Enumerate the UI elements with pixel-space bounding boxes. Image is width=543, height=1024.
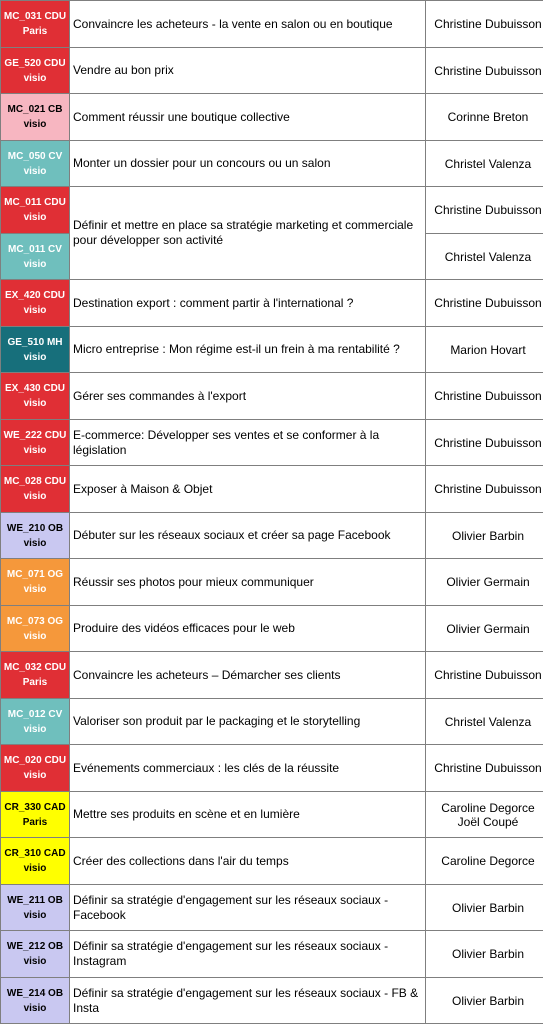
course-code: MC_073 OG	[6, 615, 64, 627]
course-mode: visio	[23, 1002, 47, 1014]
table-row	[1, 280, 543, 327]
course-title: Réussir ses photos pour mieux communiquer	[70, 559, 426, 606]
trainer-name: Olivier Barbin	[426, 978, 543, 1024]
table-row	[1, 513, 543, 559]
course-title: Convaincre les acheteurs – Démarcher ses clients	[70, 652, 426, 699]
course-mode: Paris	[22, 816, 48, 828]
course-mode: visio	[23, 956, 47, 967]
trainer-name: Caroline Degorce	[441, 800, 535, 815]
table-row	[1, 978, 543, 1024]
table-row	[1, 141, 543, 187]
table-row	[1, 885, 543, 931]
course-title: Produire des vidéos efficaces pour le web	[70, 606, 426, 652]
course-code: MC_011 CDU	[4, 197, 66, 208]
trainer-name: Christine Dubuisson	[426, 745, 543, 792]
course-code-cell	[1, 48, 70, 94]
table-row	[1, 466, 543, 513]
course-code: MC_071 OG	[6, 569, 64, 580]
course-title: Exposer à Maison & Objet	[70, 466, 426, 513]
course-code-cell	[1, 652, 70, 699]
course-mode: visio	[23, 119, 47, 130]
course-code: GE_520 CDU	[4, 57, 66, 69]
course-title: Convaincre les acheteurs - la vente en salon ou en boutique	[70, 1, 426, 48]
table-row	[1, 94, 543, 141]
course-mode: visio	[23, 584, 47, 595]
course-code-cell	[1, 280, 70, 327]
course-mode: visio	[23, 723, 47, 735]
course-code-cell	[1, 745, 70, 792]
course-title: Micro entreprise : Mon régime est-il un frein à ma rentabilité ?	[70, 327, 426, 373]
table-row	[1, 745, 543, 792]
trainer-name: Christine Dubuisson	[426, 652, 543, 699]
course-code: EX_420 CDU	[4, 290, 66, 301]
trainer-name: Olivier Germain	[426, 559, 543, 606]
course-mode: visio	[23, 305, 47, 316]
course-title: Gérer ses commandes à l'export	[70, 373, 426, 420]
course-title: Créer des collections dans l'air du temps	[70, 838, 426, 885]
course-mode: visio	[23, 863, 47, 874]
trainer-name: Christel Valenza	[426, 234, 543, 280]
course-code: MC_028 CDU	[3, 476, 67, 487]
trainer-name: Caroline Degorce	[426, 838, 543, 885]
trainer-name: Olivier Germain	[426, 606, 543, 652]
course-mode: visio	[23, 398, 47, 409]
course-code: MC_050 CV	[7, 150, 63, 162]
trainer-name: Olivier Barbin	[426, 513, 543, 559]
trainer-name: Christel Valenza	[426, 699, 543, 745]
course-mode: visio	[23, 909, 47, 921]
course-code-cell	[1, 513, 70, 559]
course-mode: Paris	[22, 677, 48, 688]
course-mode: visio	[23, 537, 47, 549]
course-title: Débuter sur les réseaux sociaux et créer sa page Facebook	[70, 513, 426, 559]
course-code-cell	[1, 792, 70, 838]
trainer-names	[426, 792, 543, 838]
course-code: WE_214 OB	[6, 987, 64, 999]
course-code-cell	[1, 838, 70, 885]
course-mode: visio	[23, 351, 47, 363]
course-title: Mettre ses produits en scène et en lumière	[70, 792, 426, 838]
course-mode: visio	[23, 444, 47, 456]
table-row	[1, 420, 543, 466]
course-mode: visio	[23, 165, 47, 177]
trainer-name: Christine Dubuisson	[426, 420, 543, 466]
course-code: MC_021 CB	[7, 104, 63, 115]
course-title: E-commerce: Développer ses ventes et se conformer à la législation	[70, 420, 426, 466]
table-row	[1, 373, 543, 420]
table-row	[1, 931, 543, 978]
trainer-name: Christine Dubuisson	[426, 280, 543, 327]
course-title: Monter un dossier pour un concours ou un salon	[70, 141, 426, 187]
course-code-cell	[1, 327, 70, 373]
course-code-cell	[1, 234, 70, 280]
course-code-cell	[1, 931, 70, 978]
course-title: Evénements commerciaux : les clés de la réussite	[70, 745, 426, 792]
course-title: Valoriser son produit par le packaging et le storytelling	[70, 699, 426, 745]
course-mode: visio	[23, 491, 47, 502]
course-code: WE_211 OB	[7, 894, 63, 906]
course-mode: Paris	[22, 26, 48, 37]
table-row	[1, 1, 543, 48]
course-code-cell	[1, 466, 70, 513]
course-title: Définir sa stratégie d'engagement sur les réseaux sociaux - FB & Insta	[70, 978, 426, 1024]
table-row	[1, 652, 543, 699]
course-mode: visio	[23, 770, 47, 781]
course-code: WE_212 OB	[6, 941, 64, 952]
table-row	[1, 48, 543, 94]
course-title: Vendre au bon prix	[70, 48, 426, 94]
course-code: MC_031 CDU	[3, 11, 67, 22]
course-code: MC_032 CDU	[3, 662, 67, 673]
course-code: EX_430 CDU	[4, 383, 66, 394]
course-code: CR_310 CAD	[4, 848, 66, 859]
course-mode: visio	[23, 630, 47, 642]
trainer-name: Christine Dubuisson	[426, 1, 543, 48]
course-title: Définir sa stratégie d'engagement sur les réseaux sociaux - Facebook	[70, 885, 426, 931]
trainer-name: Christine Dubuisson	[426, 48, 543, 94]
table-row	[1, 327, 543, 373]
table-row	[1, 606, 543, 652]
course-code-cell	[1, 373, 70, 420]
course-code-cell	[1, 94, 70, 141]
course-code: CR_330 CAD	[4, 801, 66, 813]
trainer-name: Christine Dubuisson	[426, 373, 543, 420]
course-code-cell	[1, 187, 70, 234]
course-title: Comment réussir une boutique collective	[70, 94, 426, 141]
course-code-cell	[1, 420, 70, 466]
course-code-cell	[1, 606, 70, 652]
trainer-name: Marion Hovart	[426, 327, 543, 373]
table-row	[1, 792, 543, 838]
table-row	[1, 559, 543, 606]
trainer-name: Olivier Barbin	[426, 931, 543, 978]
trainer-name-secondary: Joël Coupé	[457, 814, 519, 829]
course-code: MC_011 CV	[8, 243, 62, 255]
course-code-cell	[1, 559, 70, 606]
course-mode: visio	[23, 258, 47, 270]
trainer-name: Christine Dubuisson	[426, 187, 543, 234]
course-title: Définir sa stratégie d'engagement sur les réseaux sociaux - Instagram	[70, 931, 426, 978]
course-code: MC_020 CDU	[3, 755, 67, 766]
trainer-name: Christine Dubuisson	[426, 466, 543, 513]
course-code-cell	[1, 1, 70, 48]
course-code: MC_012 CV	[7, 708, 63, 720]
course-code-cell	[1, 141, 70, 187]
table-row	[1, 187, 543, 234]
course-mode: visio	[23, 72, 47, 84]
trainer-name: Corinne Breton	[426, 94, 543, 141]
course-code-cell	[1, 885, 70, 931]
table-row	[1, 838, 543, 885]
course-mode: visio	[23, 212, 47, 223]
trainer-name: Olivier Barbin	[426, 885, 543, 931]
course-code-cell	[1, 699, 70, 745]
course-code-cell	[1, 978, 70, 1024]
table-row	[1, 699, 543, 745]
course-code: WE_210 OB	[6, 522, 64, 534]
trainer-name: Christel Valenza	[426, 141, 543, 187]
course-code: GE_510 MH	[7, 336, 63, 348]
course-code: WE_222 CDU	[3, 429, 67, 441]
course-title: Destination export : comment partir à l'international ?	[70, 280, 426, 327]
course-title: Définir et mettre en place sa stratégie marketing et commerciale pour développer son activité	[70, 187, 426, 280]
